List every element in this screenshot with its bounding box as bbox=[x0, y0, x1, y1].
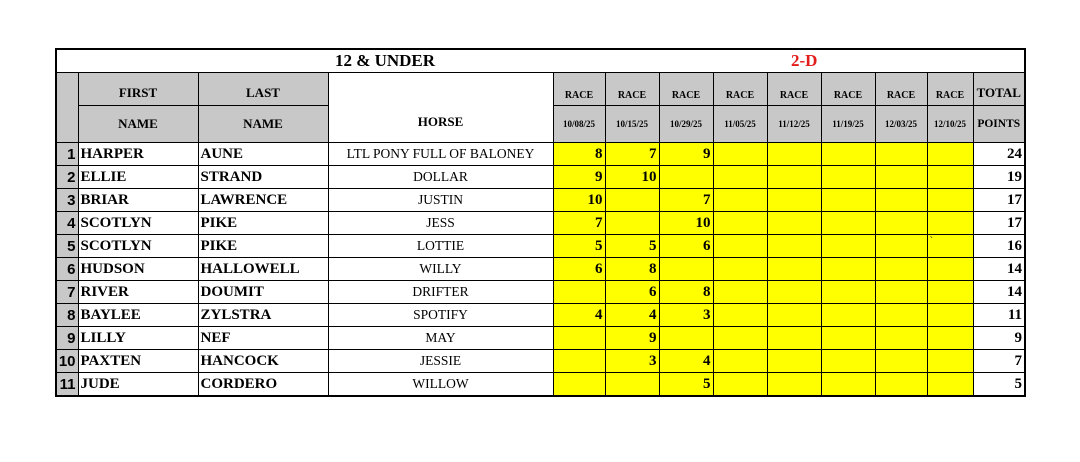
race-points-4 bbox=[713, 189, 767, 212]
race-points-2: 9 bbox=[605, 327, 659, 350]
race-points-1: 4 bbox=[553, 304, 605, 327]
table-row bbox=[56, 212, 1025, 235]
race-points-3: 5 bbox=[659, 373, 713, 397]
race-points-2: 10 bbox=[605, 166, 659, 189]
race-points-2: 3 bbox=[605, 350, 659, 373]
row-number: 11 bbox=[56, 373, 78, 397]
table-row bbox=[56, 166, 1025, 189]
race-points-1: 7 bbox=[553, 212, 605, 235]
race-points-1: 5 bbox=[553, 235, 605, 258]
race-points-5 bbox=[767, 350, 821, 373]
race-points-5 bbox=[767, 327, 821, 350]
header-last-top: LAST bbox=[198, 73, 328, 106]
race-points-3: 7 bbox=[659, 189, 713, 212]
header-first-bottom: NAME bbox=[78, 106, 198, 143]
header-last-bottom: NAME bbox=[198, 106, 328, 143]
race-points-4 bbox=[713, 327, 767, 350]
header-race-2: RACE bbox=[605, 73, 659, 106]
race-points-4 bbox=[713, 166, 767, 189]
header-race-3: RACE bbox=[659, 73, 713, 106]
last-name: AUNE bbox=[198, 143, 328, 166]
table-row bbox=[56, 189, 1025, 212]
race-points-5 bbox=[767, 304, 821, 327]
header-race-4: RACE bbox=[713, 73, 767, 106]
standings-body bbox=[56, 143, 1025, 397]
race-points-3: 6 bbox=[659, 235, 713, 258]
race-points-2 bbox=[605, 373, 659, 397]
header-date-2: 10/15/25 bbox=[605, 106, 659, 143]
header-date-4: 11/05/25 bbox=[713, 106, 767, 143]
header-date-3: 10/29/25 bbox=[659, 106, 713, 143]
total-points: 9 bbox=[973, 327, 1025, 350]
race-points-4 bbox=[713, 143, 767, 166]
race-points-1: 6 bbox=[553, 258, 605, 281]
last-name: HALLOWELL bbox=[198, 258, 328, 281]
header-horse: HORSE bbox=[417, 113, 464, 129]
last-name: PIKE bbox=[198, 212, 328, 235]
row-number: 9 bbox=[56, 327, 78, 350]
race-points-3 bbox=[659, 327, 713, 350]
race-points-3: 3 bbox=[659, 304, 713, 327]
race-points-1: 10 bbox=[553, 189, 605, 212]
race-points-4 bbox=[713, 235, 767, 258]
race-points-5 bbox=[767, 166, 821, 189]
header-date-7: 12/03/25 bbox=[875, 106, 927, 143]
horse-name: DRIFTER bbox=[328, 281, 553, 304]
row-number: 2 bbox=[56, 166, 78, 189]
race-points-5 bbox=[767, 212, 821, 235]
table-row bbox=[56, 350, 1025, 373]
horse-name: LTL PONY FULL OF BALONEY bbox=[328, 143, 553, 166]
race-points-8 bbox=[927, 327, 973, 350]
race-points-7 bbox=[875, 235, 927, 258]
race-points-4 bbox=[713, 212, 767, 235]
race-points-7 bbox=[875, 212, 927, 235]
last-name: HANCOCK bbox=[198, 350, 328, 373]
first-name: BRIAR bbox=[78, 189, 198, 212]
race-points-8 bbox=[927, 166, 973, 189]
header-race-1: RACE bbox=[553, 73, 605, 106]
race-points-4 bbox=[713, 350, 767, 373]
race-points-8 bbox=[927, 373, 973, 397]
last-name: CORDERO bbox=[198, 373, 328, 397]
race-points-2: 6 bbox=[605, 281, 659, 304]
race-points-2 bbox=[605, 212, 659, 235]
table-row bbox=[56, 373, 1025, 397]
header-horse-blank bbox=[328, 73, 553, 143]
race-points-1 bbox=[553, 281, 605, 304]
race-points-4 bbox=[713, 281, 767, 304]
division-title: 12 & UNDER bbox=[56, 49, 713, 73]
header-race-7: RACE bbox=[875, 73, 927, 106]
table-row bbox=[56, 281, 1025, 304]
horse-name: WILLY bbox=[328, 258, 553, 281]
race-points-2: 4 bbox=[605, 304, 659, 327]
race-points-6 bbox=[821, 212, 875, 235]
header-date-1: 10/08/25 bbox=[553, 106, 605, 143]
first-name: SCOTLYN bbox=[78, 212, 198, 235]
race-points-7 bbox=[875, 350, 927, 373]
total-points: 17 bbox=[973, 189, 1025, 212]
table-row bbox=[56, 304, 1025, 327]
first-name: SCOTLYN bbox=[78, 235, 198, 258]
race-points-7 bbox=[875, 166, 927, 189]
race-points-5 bbox=[767, 281, 821, 304]
race-points-7 bbox=[875, 143, 927, 166]
race-points-7 bbox=[875, 189, 927, 212]
race-points-3 bbox=[659, 166, 713, 189]
first-name: HUDSON bbox=[78, 258, 198, 281]
header-race-5: RACE bbox=[767, 73, 821, 106]
race-points-8 bbox=[927, 281, 973, 304]
race-points-5 bbox=[767, 373, 821, 397]
horse-name: JUSTIN bbox=[328, 189, 553, 212]
total-points: 16 bbox=[973, 235, 1025, 258]
header-num-cell bbox=[56, 73, 78, 143]
race-points-7 bbox=[875, 258, 927, 281]
header-total-top: TOTAL bbox=[973, 73, 1025, 106]
row-number: 8 bbox=[56, 304, 78, 327]
total-points: 5 bbox=[973, 373, 1025, 397]
table-row bbox=[56, 258, 1025, 281]
first-name: HARPER bbox=[78, 143, 198, 166]
race-points-8 bbox=[927, 143, 973, 166]
race-points-2: 8 bbox=[605, 258, 659, 281]
last-name: STRAND bbox=[198, 166, 328, 189]
race-points-7 bbox=[875, 281, 927, 304]
last-name: PIKE bbox=[198, 235, 328, 258]
horse-name: WILLOW bbox=[328, 373, 553, 397]
total-points: 14 bbox=[973, 258, 1025, 281]
race-points-2 bbox=[605, 189, 659, 212]
race-points-1 bbox=[553, 373, 605, 397]
total-points: 17 bbox=[973, 212, 1025, 235]
row-number: 10 bbox=[56, 350, 78, 373]
horse-name: DOLLAR bbox=[328, 166, 553, 189]
race-points-7 bbox=[875, 373, 927, 397]
title-row bbox=[56, 49, 1025, 73]
race-points-8: ` bbox=[927, 235, 973, 258]
race-points-1 bbox=[553, 350, 605, 373]
total-points: 19 bbox=[973, 166, 1025, 189]
first-name: RIVER bbox=[78, 281, 198, 304]
race-points-6 bbox=[821, 304, 875, 327]
table-row bbox=[56, 143, 1025, 166]
last-name: LAWRENCE bbox=[198, 189, 328, 212]
horse-name: LOTTIE bbox=[328, 235, 553, 258]
race-points-5 bbox=[767, 235, 821, 258]
race-points-4 bbox=[713, 373, 767, 397]
race-points-1 bbox=[553, 327, 605, 350]
header-total-bottom: POINTS bbox=[973, 106, 1025, 143]
first-name: JUDE bbox=[78, 373, 198, 397]
first-name: PAXTEN bbox=[78, 350, 198, 373]
race-points-7 bbox=[875, 304, 927, 327]
race-points-8 bbox=[927, 189, 973, 212]
race-points-4 bbox=[713, 258, 767, 281]
race-points-3: 9 bbox=[659, 143, 713, 166]
last-name: NEF bbox=[198, 327, 328, 350]
race-points-3: 10 bbox=[659, 212, 713, 235]
horse-name: JESSIE bbox=[328, 350, 553, 373]
last-name: DOUMIT bbox=[198, 281, 328, 304]
header-race-8: RACE bbox=[927, 73, 973, 106]
horse-name: MAY bbox=[328, 327, 553, 350]
race-points-6 bbox=[821, 327, 875, 350]
horse-name: SPOTIFY bbox=[328, 304, 553, 327]
race-points-6 bbox=[821, 143, 875, 166]
race-points-6 bbox=[821, 189, 875, 212]
race-points-1: 8 bbox=[553, 143, 605, 166]
race-points-1: 9 bbox=[553, 166, 605, 189]
total-points: 14 bbox=[973, 281, 1025, 304]
row-number: 7 bbox=[56, 281, 78, 304]
header-date-8: 12/10/25 bbox=[927, 106, 973, 143]
first-name: BAYLEE bbox=[78, 304, 198, 327]
race-points-6 bbox=[821, 166, 875, 189]
race-points-8 bbox=[927, 350, 973, 373]
race-points-2: 5 bbox=[605, 235, 659, 258]
race-points-8 bbox=[927, 304, 973, 327]
race-points-5 bbox=[767, 189, 821, 212]
row-number: 6 bbox=[56, 258, 78, 281]
row-number: 3 bbox=[56, 189, 78, 212]
class-title: 2-D bbox=[713, 49, 1025, 73]
race-points-3 bbox=[659, 258, 713, 281]
race-points-6 bbox=[821, 373, 875, 397]
table-row bbox=[56, 235, 1025, 258]
header-first-top: FIRST bbox=[78, 73, 198, 106]
race-points-6 bbox=[821, 350, 875, 373]
race-points-3: 8 bbox=[659, 281, 713, 304]
race-points-6 bbox=[821, 281, 875, 304]
first-name: ELLIE bbox=[78, 166, 198, 189]
race-points-7 bbox=[875, 327, 927, 350]
row-number: 4 bbox=[56, 212, 78, 235]
race-points-8 bbox=[927, 258, 973, 281]
race-points-4 bbox=[713, 304, 767, 327]
header-date-5: 11/12/25 bbox=[767, 106, 821, 143]
header-date-6: 11/19/25 bbox=[821, 106, 875, 143]
row-number: 5 bbox=[56, 235, 78, 258]
race-points-3: 4 bbox=[659, 350, 713, 373]
standings-sheet bbox=[55, 48, 1026, 397]
race-points-8 bbox=[927, 212, 973, 235]
race-points-2: 7 bbox=[605, 143, 659, 166]
standings-table bbox=[55, 48, 1026, 397]
horse-name: JESS bbox=[328, 212, 553, 235]
last-name: ZYLSTRA bbox=[198, 304, 328, 327]
header-race-6: RACE bbox=[821, 73, 875, 106]
header-row-top bbox=[56, 73, 1025, 106]
table-row bbox=[56, 327, 1025, 350]
total-points: 11 bbox=[973, 304, 1025, 327]
race-points-6 bbox=[821, 258, 875, 281]
race-points-6 bbox=[821, 235, 875, 258]
total-points: 24 bbox=[973, 143, 1025, 166]
race-points-5 bbox=[767, 258, 821, 281]
first-name: LILLY bbox=[78, 327, 198, 350]
row-number: 1 bbox=[56, 143, 78, 166]
total-points: 7 bbox=[973, 350, 1025, 373]
race-points-5 bbox=[767, 143, 821, 166]
